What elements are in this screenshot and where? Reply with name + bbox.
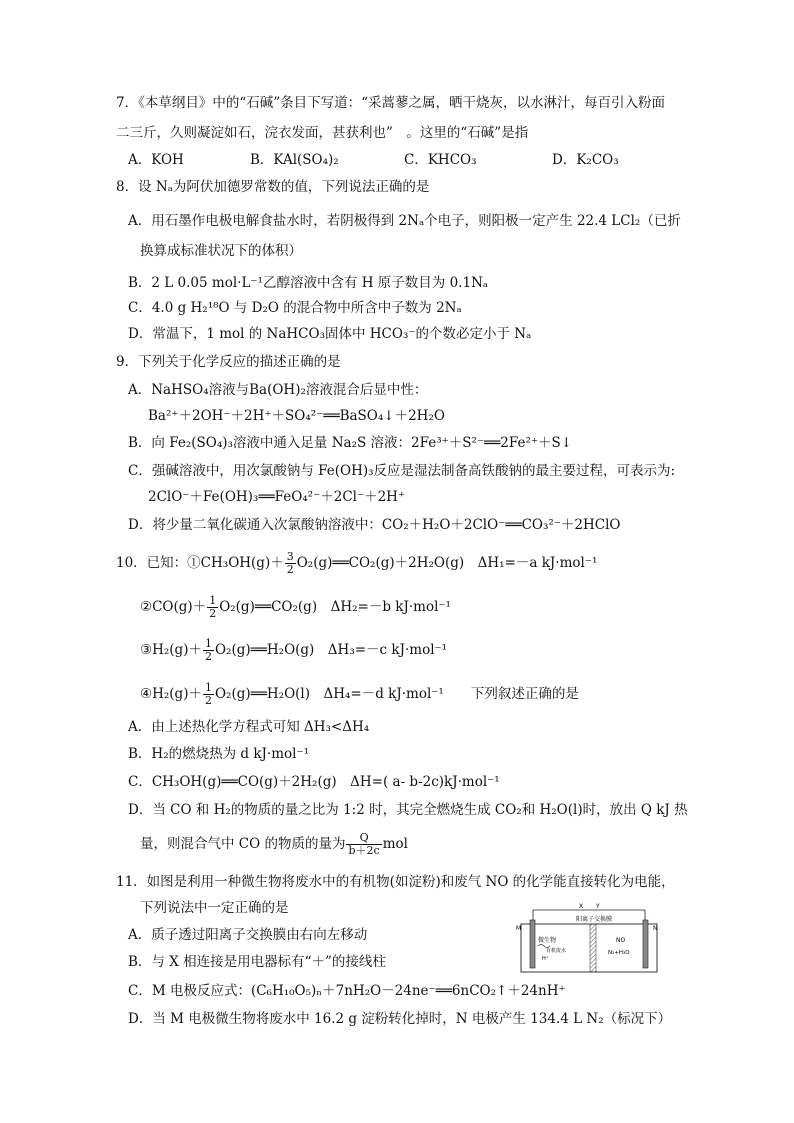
q11-stem-line2: 下列说法中一定正确的是 xyxy=(140,900,289,916)
diagram-label-n: N xyxy=(653,925,658,932)
q10-r1-post: O₂(g)══CO₂(g)＋2H₂O(g) ΔH₁=－a kJ·mol⁻¹ xyxy=(296,555,598,571)
diagram-label-products: N₂+H₂O xyxy=(608,950,630,956)
diagram-label-microbe: 微生物 xyxy=(538,937,557,944)
cell-vessel xyxy=(521,924,657,972)
q10-r4-fraction xyxy=(203,682,214,707)
q10-r4-num: 1 xyxy=(204,681,212,694)
q10-r3-pre: ③H₂(g)＋ xyxy=(140,642,202,658)
q10-r2-fraction xyxy=(207,595,218,620)
q9-option-a: A．NaHSO₄溶液与Ba(OH)₂溶液混合后显中性： xyxy=(128,382,428,398)
diagram-label-y: Y xyxy=(596,903,600,910)
q10-d2-num: Q xyxy=(346,832,381,845)
q7-option-b: B．KAl(SO₄)₂ xyxy=(250,152,339,168)
q10-option-b: B．H₂的燃烧热为 d kJ·mol⁻¹ xyxy=(128,746,309,762)
q10-option-a: A．由上述热化学方程式可知 ΔH₃<ΔH₄ xyxy=(128,719,370,735)
q8-option-a-line2: 换算成标准状况下的体积） xyxy=(140,243,302,259)
q10-option-d-line1: D．当 CO 和 H₂的物质的量之比为 1:2 时，其完全燃烧生成 CO₂和 H₂O(l)时，放出 Q kJ 热 xyxy=(128,802,688,818)
q10-reaction-4 xyxy=(140,679,579,709)
q10-r2-den: 2 xyxy=(209,607,217,620)
q11-option-d: D．当 M 电极微生物将废水中 16.2 g 淀粉转化掉时，N 电极产生 134.4 L N₂（标况下） xyxy=(128,1011,672,1027)
q7-option-c: C．KHCO₃ xyxy=(404,152,477,168)
q10-r4-den: 2 xyxy=(204,694,212,707)
q7-option-a: A．KOH xyxy=(128,152,184,168)
electrode-n xyxy=(643,920,648,968)
q9-stem: 9．下列关于化学反应的描述正确的是 xyxy=(116,354,341,370)
q10-r1-num: 3 xyxy=(286,550,294,563)
q8-option-b: B．2 L 0.05 mol·L⁻¹乙醇溶液中含有 H 原子数目为 0.1Nₐ xyxy=(128,275,489,291)
q10-reaction-3 xyxy=(140,635,447,665)
q10-d2-fraction xyxy=(346,832,381,857)
fuel-cell-diagram xyxy=(516,902,662,976)
q7-stem-line2: 二三斤，久则凝淀如石，浣衣发面，甚获利也” 。这里的“石碱”是指 xyxy=(116,125,529,141)
q10-r3-post: O₂(g)══H₂O(g) ΔH₃=－c kJ·mol⁻¹ xyxy=(214,642,448,658)
q8-option-a-line1: A．用石墨作电极电解食盐水时，若阴极得到 2Nₐ个电子，则阳极一定产生 22.4 LCl₂（已折 xyxy=(128,213,681,229)
q10-d2-post: mol xyxy=(382,836,408,852)
q9-option-c: C．强碱溶液中，用次氯酸钠与 Fe(OH)₃反应是湿法制备高铁酸钠的最主要过程，可表示为: xyxy=(128,463,676,479)
q9-option-c-equation: 2ClO⁻＋Fe(OH)₃══FeO₄²⁻＋2Cl⁻＋2H⁺ xyxy=(148,489,406,505)
q10-reaction-2 xyxy=(140,592,451,622)
q7-option-d: D．K₂CO₃ xyxy=(552,152,619,168)
q11-option-b: B．与 X 相连接是用电器标有“＋”的接线柱 xyxy=(128,954,386,970)
q10-r1-pre: 10．已知：①CH₃OH(g)＋ xyxy=(116,555,284,571)
q11-option-c: C．M 电极反应式：(C₆H₁₀O₅)ₙ＋7nH₂O－24ne⁻══6nCO₂↑＋24nH⁺ xyxy=(128,983,566,999)
q7-stem-line1: 7．《本草纲目》中的“石碱”条目下写道：“采蒿蓼之属，晒干烧灰，以水淋汁，每百引入粉面 xyxy=(116,95,666,111)
diagram-label-no: NO xyxy=(616,937,626,944)
q10-d2-den: b＋2c xyxy=(348,844,380,857)
q7-options xyxy=(128,151,688,169)
diagram-label-x: X xyxy=(579,903,584,910)
q8-stem: 8．设 Nₐ为阿伏加德罗常数的值，下列说法正确的是 xyxy=(116,179,430,195)
q9-option-a-equation: Ba²⁺＋2OH⁻＋2H⁺＋SO₄²⁻══BaSO₄↓＋2H₂O xyxy=(148,408,445,424)
q10-r2-post: O₂(g)══CO₂(g) ΔH₂=－b kJ·mol⁻¹ xyxy=(219,599,451,615)
q10-r2-pre: ②CO(g)＋ xyxy=(140,599,207,615)
q10-r4-pre: ④H₂(g)＋ xyxy=(140,686,202,702)
q10-r3-fraction xyxy=(203,638,214,663)
q10-r1-den: 2 xyxy=(286,563,294,576)
diagram-label-m: M xyxy=(516,925,522,932)
microbe-wave xyxy=(538,945,550,948)
q10-r3-den: 2 xyxy=(204,650,212,663)
q10-r4-post: O₂(g)══H₂O(l) ΔH₄=－d kJ·mol⁻¹ 下列叙述正确的是 xyxy=(214,686,579,702)
q11-stem-line1: 11．如图是利用一种微生物将废水中的有机物(如淀粉)和废气 NO 的化学能直接转化为电能， xyxy=(116,874,675,890)
electrode-m xyxy=(530,920,535,968)
q10-option-d-line2 xyxy=(140,829,408,859)
diagram-label-organic: 有机废水 xyxy=(546,948,567,954)
q10-d2-pre: 量，则混合气中 CO 的物质的量为 xyxy=(140,836,346,852)
diagram-label-membrane: 阳离子交换膜 xyxy=(576,916,613,923)
q10-r3-num: 1 xyxy=(204,637,212,650)
q10-r1-fraction xyxy=(285,551,296,576)
q8-option-c: C．4.0 g H₂¹⁸O 与 D₂O 的混合物中所含中子数为 2Nₐ xyxy=(128,300,462,316)
q11-option-a: A．质子透过阳离子交换膜由右向左移动 xyxy=(128,927,368,943)
q10-option-c: C．CH₃OH(g)══CO(g)＋2H₂(g) ΔH=( a- b-2c)kJ·mol⁻¹ xyxy=(128,774,500,790)
q9-option-d: D．将少量二氧化碳通入次氯酸钠溶液中：CO₂＋H₂O＋2ClO⁻══CO₃²⁻＋2HClO xyxy=(128,517,621,533)
cation-exchange-membrane xyxy=(590,924,596,972)
q8-option-d: D．常温下，1 mol 的 NaHCO₃固体中 HCO₃⁻的个数必定小于 Nₐ xyxy=(128,326,532,342)
q9-option-b: B．向 Fe₂(SO₄)₃溶液中通入足量 Na₂S 溶液：2Fe³⁺＋S²⁻══2Fe²⁺＋S↓ xyxy=(128,435,573,451)
q10-r2-num: 1 xyxy=(209,594,217,607)
q10-reaction-1 xyxy=(116,548,597,578)
diagram-label-hplus: H⁺ xyxy=(542,956,549,962)
